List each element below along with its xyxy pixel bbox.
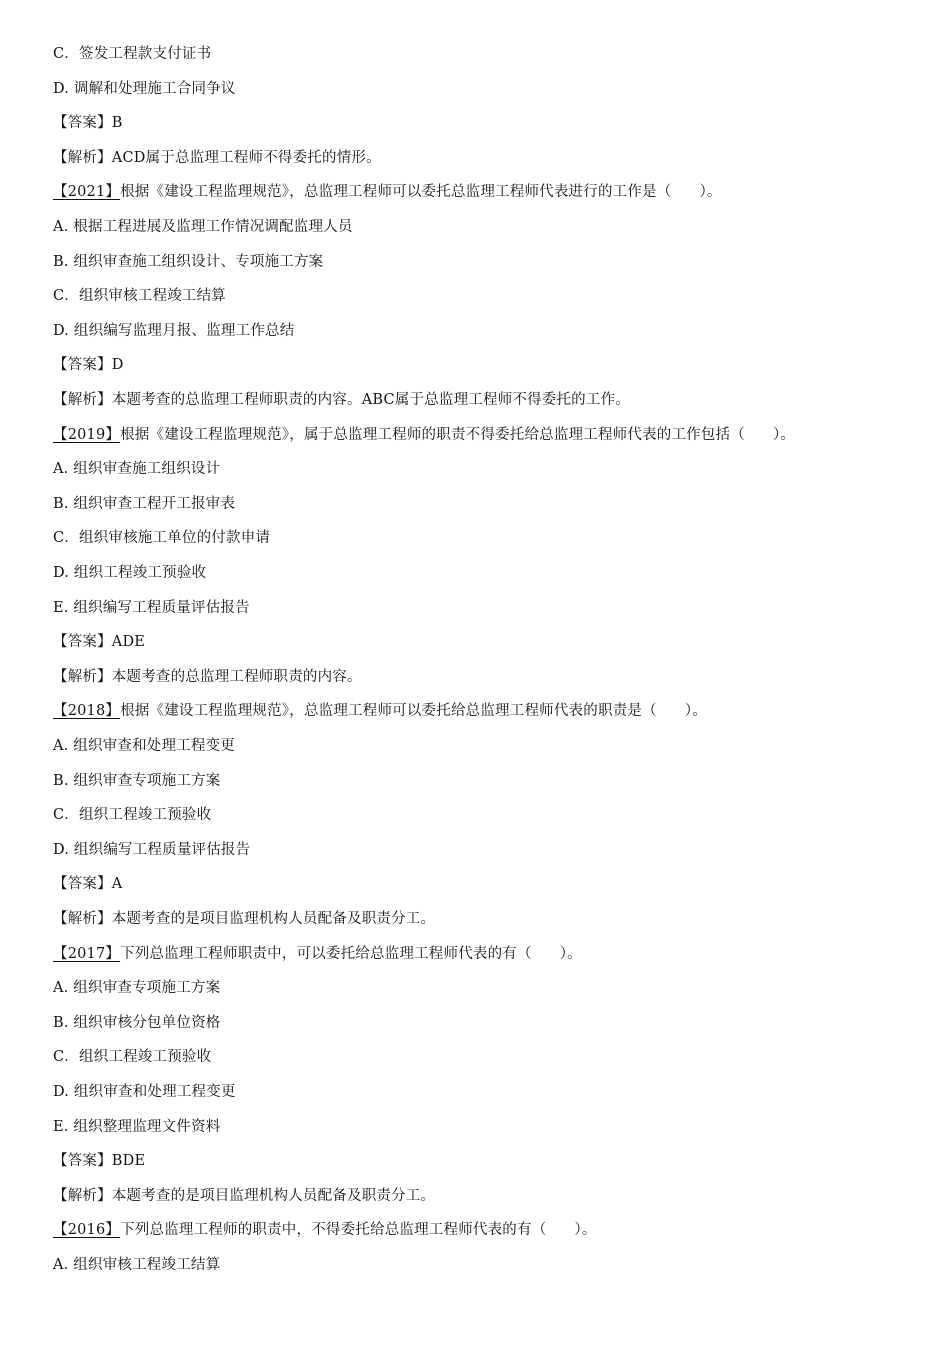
question-text: 下列总监理工程师职责中，可以委托给总监理工程师代表的有（ bbox=[120, 945, 532, 962]
question-line bbox=[53, 700, 707, 722]
question-text: 根据《建设工程监理规范》，属于总监理工程师的职责不得委托给总监理工程师代表的工作包括（ bbox=[120, 426, 745, 443]
answer-line: 【答案】BDE bbox=[53, 1153, 146, 1170]
answer-option: D. 组织编写工程质量评估报告 bbox=[53, 841, 251, 858]
exam-year-tag: 【2018】 bbox=[53, 703, 121, 720]
answer-option: A. 组织审查施工组织设计 bbox=[53, 461, 221, 478]
explanation-line: 【解析】本题考查的总监理工程师职责的内容。 bbox=[53, 668, 362, 685]
question-text: 根据《建设工程监理规范》，总监理工程师可以委托给总监理工程师代表的职责是（ bbox=[120, 703, 657, 720]
answer-option: C．组织工程竣工预验收 bbox=[53, 807, 212, 824]
answer-option: C．签发工程款支付证书 bbox=[53, 46, 212, 62]
explanation-line: 【解析】本题考查的是项目监理机构人员配备及职责分工。 bbox=[53, 1187, 436, 1204]
answer-option: B. 组织审查专项施工方案 bbox=[53, 772, 221, 789]
question-close: ）。 bbox=[574, 1222, 597, 1239]
answer-option: D. 组织审查和处理工程变更 bbox=[53, 1084, 236, 1100]
answer-option: D. 调解和处理施工合同争议 bbox=[53, 80, 236, 97]
answer-option: E. 组织整理监理文件资料 bbox=[53, 1118, 221, 1135]
question-line bbox=[53, 424, 795, 446]
answer-line: 【答案】D bbox=[53, 357, 124, 374]
answer-option: B. 组织审查工程开工报审表 bbox=[53, 495, 236, 512]
answer-option: A. 组织审查和处理工程变更 bbox=[53, 738, 235, 754]
answer-option: A. 组织审查专项施工方案 bbox=[53, 980, 221, 997]
exam-year-tag: 【2021】 bbox=[53, 184, 121, 201]
question-close: ）。 bbox=[684, 703, 707, 720]
question-close: ）。 bbox=[772, 426, 796, 443]
answer-option: C．组织工程竣工预验收 bbox=[53, 1049, 212, 1066]
exam-year-tag: 【2017】 bbox=[53, 945, 121, 962]
question-close: ）。 bbox=[699, 184, 722, 201]
question-line bbox=[53, 1219, 597, 1241]
answer-option: A. 组织审核工程竣工结算 bbox=[53, 1257, 221, 1273]
question-line bbox=[53, 943, 582, 965]
answer-option: C．组织审核工程竣工结算 bbox=[53, 288, 226, 305]
question-line bbox=[53, 181, 722, 203]
answer-option: B. 组织审查施工组织设计、专项施工方案 bbox=[53, 253, 324, 270]
answer-option: E. 组织编写工程质量评估报告 bbox=[53, 599, 250, 616]
explanation-line: 【解析】本题考查的是项目监理机构人员配备及职责分工。 bbox=[53, 911, 436, 927]
answer-line: 【答案】B bbox=[53, 115, 123, 132]
explanation-line: 【解析】ACD属于总监理工程师不得委托的情形。 bbox=[53, 149, 381, 166]
answer-line: 【答案】ADE bbox=[53, 634, 146, 651]
question-text: 下列总监理工程师的职责中，不得委托给总监理工程师代表的有（ bbox=[120, 1222, 547, 1239]
answer-option: D. 组织工程竣工预验收 bbox=[53, 565, 207, 581]
question-text: 根据《建设工程监理规范》，总监理工程师可以委托总监理工程师代表进行的工作是（ bbox=[120, 184, 672, 201]
answer-option: B. 组织审核分包单位资格 bbox=[53, 1014, 221, 1031]
explanation-line: 【解析】本题考查的总监理工程师职责的内容。ABC属于总监理工程师不得委托的工作。 bbox=[53, 392, 630, 408]
answer-line: 【答案】A bbox=[53, 876, 123, 893]
answer-option: D. 组织编写监理月报、监理工作总结 bbox=[53, 322, 295, 339]
answer-option: C．组织审核施工单位的付款申请 bbox=[53, 530, 271, 547]
exam-year-tag: 【2016】 bbox=[53, 1222, 121, 1239]
question-close: ）。 bbox=[559, 945, 582, 962]
answer-option: A. 根据工程进展及监理工作情况调配监理人员 bbox=[53, 219, 353, 235]
exam-year-tag: 【2019】 bbox=[53, 426, 121, 443]
